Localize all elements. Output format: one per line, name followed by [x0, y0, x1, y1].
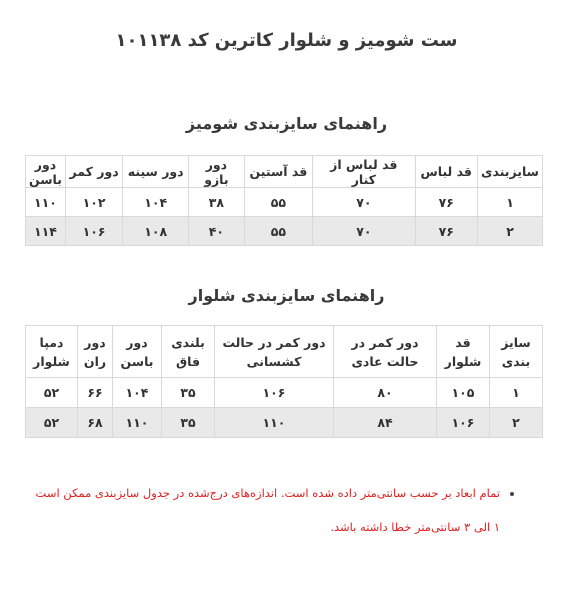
column-header: دور ران — [78, 326, 113, 378]
blouse-size-guide-title: راهنمای سایزبندی شومیز — [185, 114, 388, 133]
table-row — [26, 408, 543, 438]
table-cell: ۱۰۸ — [123, 217, 189, 246]
note-list — [30, 476, 522, 544]
column-header: قد لباس از کنار — [313, 156, 415, 188]
column-header: دور بازو — [189, 156, 244, 188]
table-cell: ۲ — [478, 217, 543, 246]
pants-size-table — [25, 325, 543, 438]
measurement-note — [30, 476, 522, 544]
table-cell: ۷۰ — [313, 217, 415, 246]
table-cell: ۱۰۴ — [113, 378, 162, 408]
table-cell: ۱ — [478, 188, 543, 217]
column-header: دور باسن — [113, 326, 162, 378]
table-cell: ۶۶ — [78, 378, 113, 408]
table-cell: ۱۱۰ — [26, 188, 66, 217]
note-text: • تمام ابعاد بر حسب سانتی‌متر داده شده است. اندازه‌های درج‌شده در جدول سایزبندی ممکن است ۱ الی ۳ سانتی‌متر خطا داشته باشد. — [30, 476, 500, 544]
column-header: دور سینه — [123, 156, 189, 188]
table-cell: ۴۰ — [189, 217, 244, 246]
table-cell: ۳۵ — [162, 378, 215, 408]
table-cell: ۵۵ — [244, 188, 313, 217]
table-cell: ۷۶ — [415, 217, 478, 246]
column-header: سایز بندی — [490, 326, 543, 378]
table-cell: ۷۰ — [313, 188, 415, 217]
column-header: قد آستین — [244, 156, 313, 188]
table-row — [26, 378, 543, 408]
page-title: ست شومیز و شلوار کاترین کد ۱۰۱۱۳۸ — [115, 30, 458, 51]
column-header: سایزبندی — [478, 156, 543, 188]
table-cell: ۲ — [490, 408, 543, 438]
table-cell: ۶۸ — [78, 408, 113, 438]
column-header: دور باسن — [26, 156, 66, 188]
table-cell: ۱۱۰ — [113, 408, 162, 438]
table-cell: ۱۰۵ — [437, 378, 490, 408]
table-cell: ۸۴ — [334, 408, 437, 438]
column-header: دور کمر در حالت عادی — [334, 326, 437, 378]
table-cell: ۱ — [490, 378, 543, 408]
table-cell: ۱۰۲ — [65, 188, 122, 217]
table-cell: ۱۰۶ — [215, 378, 334, 408]
table-header-row — [26, 326, 543, 378]
table-cell: ۳۵ — [162, 408, 215, 438]
column-header: بلندی فاق — [162, 326, 215, 378]
table-cell: ۱۱۰ — [215, 408, 334, 438]
column-header: دمپا شلوار — [26, 326, 78, 378]
table-cell: ۸۰ — [334, 378, 437, 408]
column-header: دور کمر در حالت کشسانی — [215, 326, 334, 378]
blouse-size-table — [25, 155, 543, 246]
table-cell: ۱۰۴ — [123, 188, 189, 217]
table-row — [26, 188, 543, 217]
column-header: قد لباس — [415, 156, 478, 188]
column-header: دور کمر — [65, 156, 122, 188]
pants-size-guide-title: راهنمای سایزبندی شلوار — [188, 286, 385, 305]
column-header: قد شلوار — [437, 326, 490, 378]
table-header-row — [26, 156, 543, 188]
table-cell: ۵۵ — [244, 217, 313, 246]
table-cell: ۵۲ — [26, 378, 78, 408]
table-cell: ۱۰۶ — [65, 217, 122, 246]
table-cell: ۷۶ — [415, 188, 478, 217]
table-cell: ۱۱۴ — [26, 217, 66, 246]
table-cell: ۱۰۶ — [437, 408, 490, 438]
table-cell: ۵۲ — [26, 408, 78, 438]
table-row — [26, 217, 543, 246]
table-cell: ۳۸ — [189, 188, 244, 217]
